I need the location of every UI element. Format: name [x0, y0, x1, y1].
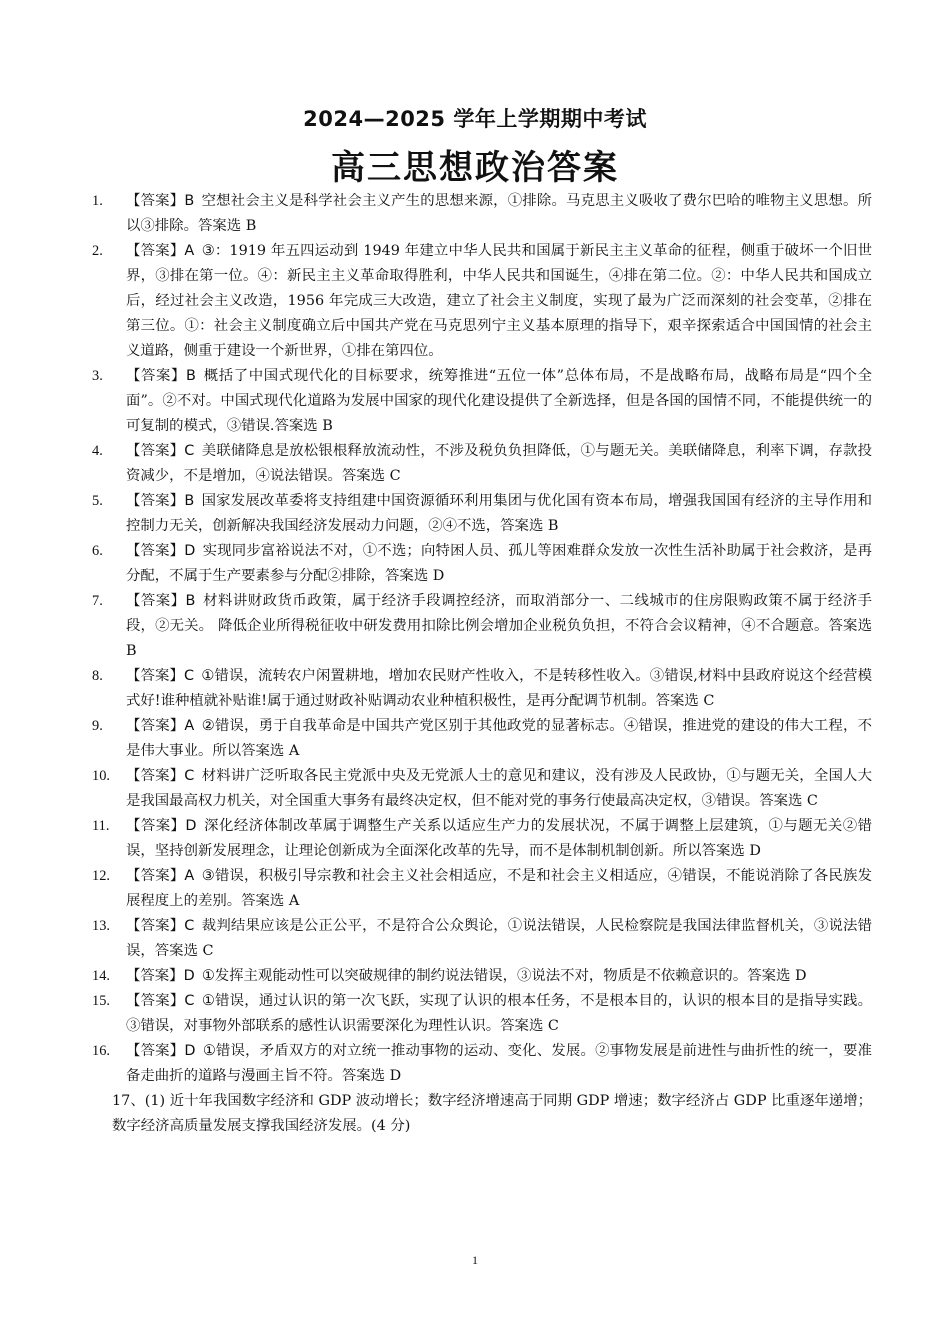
answer-explanation: ③错误，积极引导宗教和社会主义社会相适应，不是和社会主义相适应，④错误，不能说消除了各民族发展程度上的差别。答案选 A: [126, 868, 872, 909]
answer-explanation: ①错误，流转农户闲置耕地，增加农民财产性收入，不是转移性收入。③错误,材料中县政府说这个经营模式好!谁种植就补贴谁!属于通过财政补贴调动农业种植积极性，是再分配调节机制。答案选 C: [126, 668, 872, 709]
answer-number: 5.: [92, 493, 103, 509]
exam-title: 2024—2025 学年上学期期中考试: [303, 107, 647, 131]
answer-item: [92, 439, 872, 489]
answer-number: 4.: [92, 443, 103, 459]
answer-item: [92, 714, 872, 764]
answer-item: [92, 589, 872, 664]
answer-key: 【答案】C: [126, 918, 195, 934]
answer-key: 【答案】D: [126, 968, 195, 984]
answer-key: 【答案】C: [126, 668, 195, 684]
answer-item: [92, 964, 872, 989]
answer-number: 6.: [92, 543, 103, 559]
answer-number: 7.: [92, 593, 103, 609]
answer-key: 【答案】A: [126, 243, 195, 259]
answer-item: [92, 814, 872, 864]
answer-item: [92, 764, 872, 814]
answer-number: 14.: [92, 968, 110, 984]
answer-key: 【答案】C: [126, 768, 195, 784]
answer-item: [92, 239, 872, 364]
answer-explanation: ①错误，通过认识的第一次飞跃，实现了认识的根本任务，不是根本目的，认识的根本目的是指导实践。③错误，对事物外部联系的感性认识需要深化为理性认识。答案选 C: [126, 993, 872, 1034]
answer-explanation: 裁判结果应该是公正公平，不是符合公众舆论，①说法错误，人民检察院是我国法律监督机关，③说法错误，答案选 C: [126, 918, 872, 959]
answer-key: 【答案】B: [126, 368, 196, 384]
answer-explanation: ①发挥主观能动性可以突破规律的制约说法错误，③说法不对，物质是不依赖意识的。答案选 D: [201, 968, 807, 984]
answer-key: 【答案】B: [126, 193, 195, 209]
answer-number: 3.: [92, 368, 103, 384]
answer-number: 1.: [92, 193, 103, 209]
answer-number: 13.: [92, 918, 110, 934]
answer-list: [92, 189, 872, 1139]
answer-key: 【答案】A: [126, 718, 195, 734]
answer-key: 【答案】C: [126, 443, 195, 459]
page-number: 1: [472, 1253, 478, 1267]
answer-number: 10.: [92, 768, 110, 784]
answer-item: [92, 1039, 872, 1089]
answer-explanation: 概括了中国式现代化的目标要求，统筹推进“五位一体”总体布局，不是战略布局，战略布局是“四个全面”。②不对。中国式现代化道路为发展中国家的现代化建设提供了全新选择，但是各国的国情不同，不能提供统一的可复制的模式，③错误.答案选 B: [126, 368, 872, 434]
answer-item: [92, 489, 872, 539]
answer-explanation: 实现同步富裕说法不对，①不选；向特困人员、孤儿等困难群众发放一次性生活补助属于社会救济，是再分配，不属于生产要素参与分配②排除，答案选 D: [126, 543, 872, 584]
answer-explanation: 深化经济体制改革属于调整生产关系以适应生产力的发展状况，不属于调整上层建筑，①与题无关②错误，坚持创新发展理念，让理论创新成为全面深化改革的先导，而不是体制机制创新。所以答案选 D: [126, 818, 872, 859]
answer-key: 【答案】B: [126, 493, 195, 509]
answer-item: [92, 864, 872, 914]
answer-item: [92, 364, 872, 439]
question-17-answer: 17、(1) 近十年我国数字经济和 GDP 波动增长；数字经济增速高于同期 GDP 增速；数字经济占 GDP 比重逐年递增；数字经济高质量发展支撑我国经济发展。(4 分): [112, 1093, 872, 1134]
answer-key: 【答案】C: [126, 993, 195, 1009]
answer-key: 【答案】B: [126, 593, 196, 609]
answer-explanation: 材料讲财政货币政策，属于经济手段调控经济，而取消部分一、二线城市的住房限购政策不属于经济手段，②无关。 降低企业所得税征收中研发费用扣除比例会增加企业税负负担，不符合会议精神，④不合题意。答案选 B: [126, 593, 873, 659]
answer-number: 15.: [92, 993, 110, 1009]
answer-item: [92, 989, 872, 1039]
document-title: 高三思想政治答案: [331, 148, 619, 188]
answer-key: 【答案】D: [126, 543, 196, 559]
answer-key: 【答案】D: [126, 1043, 196, 1059]
answer-number: 11.: [92, 818, 110, 834]
answer-item: [92, 539, 872, 589]
answer-explanation: 美联储降息是放松银根释放流动性，不涉及税负负担降低，①与题无关。美联储降息，利率下调，存款投资减少，不是增加，④说法错误。答案选 C: [126, 443, 872, 484]
answer-number: 9.: [92, 718, 103, 734]
answer-item: [92, 189, 872, 239]
answer-explanation: ③：1919 年五四运动到 1949 年建立中华人民共和国属于新民主主义革命的征程，侧重于破坏一个旧世界，③排在第一位。④：新民主主义革命取得胜利，中华人民共和国诞生，④排在第二位。②：中华人民共和国成立后，经过社会主义改造，1956 年完成三大改造，建立了社会主义制度，实现了最为广泛而深刻的社会变革，②排在第三位。①：社会主义制度确立后中国共产党在马克思列宁主义基本原理的指导下，艰辛探索适合中国国情的社会主义道路，侧重于建设一个新世界，①排在第四位。: [126, 243, 872, 359]
answer-explanation: 空想社会主义是科学社会主义产生的思想来源，①排除。马克思主义吸收了费尔巴哈的唯物主义思想。所以③排除。答案选 B: [126, 193, 872, 234]
answer-key: 【答案】D: [126, 818, 197, 834]
answer-explanation: ①错误，矛盾双方的对立统一推动事物的运动、变化、发展。②事物发展是前进性与曲折性的统一，要准备走曲折的道路与漫画主旨不符。答案选 D: [126, 1043, 872, 1084]
answer-explanation: 材料讲广泛听取各民主党派中央及无党派人士的意见和建议，没有涉及人民政协，①与题无关，全国人大是我国最高权力机关，对全国重大事务有最终决定权，但不能对党的事务行使最高决定权，③错误。答案选 C: [126, 768, 872, 809]
answer-number: 16.: [92, 1043, 110, 1059]
answer-item: [92, 664, 872, 714]
answer-explanation: 国家发展改革委将支持组建中国资源循环利用集团与优化国有资本布局，增强我国国有经济的主导作用和控制力无关，创新解决我国经济发展动力问题，②④不选，答案选 B: [126, 493, 872, 534]
answer-explanation: ②错误，勇于自我革命是中国共产党区别于其他政党的显著标志。④错误，推进党的建设的伟大工程，不是伟大事业。所以答案选 A: [126, 718, 872, 759]
answer-number: 8.: [92, 668, 103, 684]
answer-key: 【答案】A: [126, 868, 195, 884]
answer-item: [92, 914, 872, 964]
answer-number: 2.: [92, 243, 103, 259]
answer-number: 12.: [92, 868, 110, 884]
